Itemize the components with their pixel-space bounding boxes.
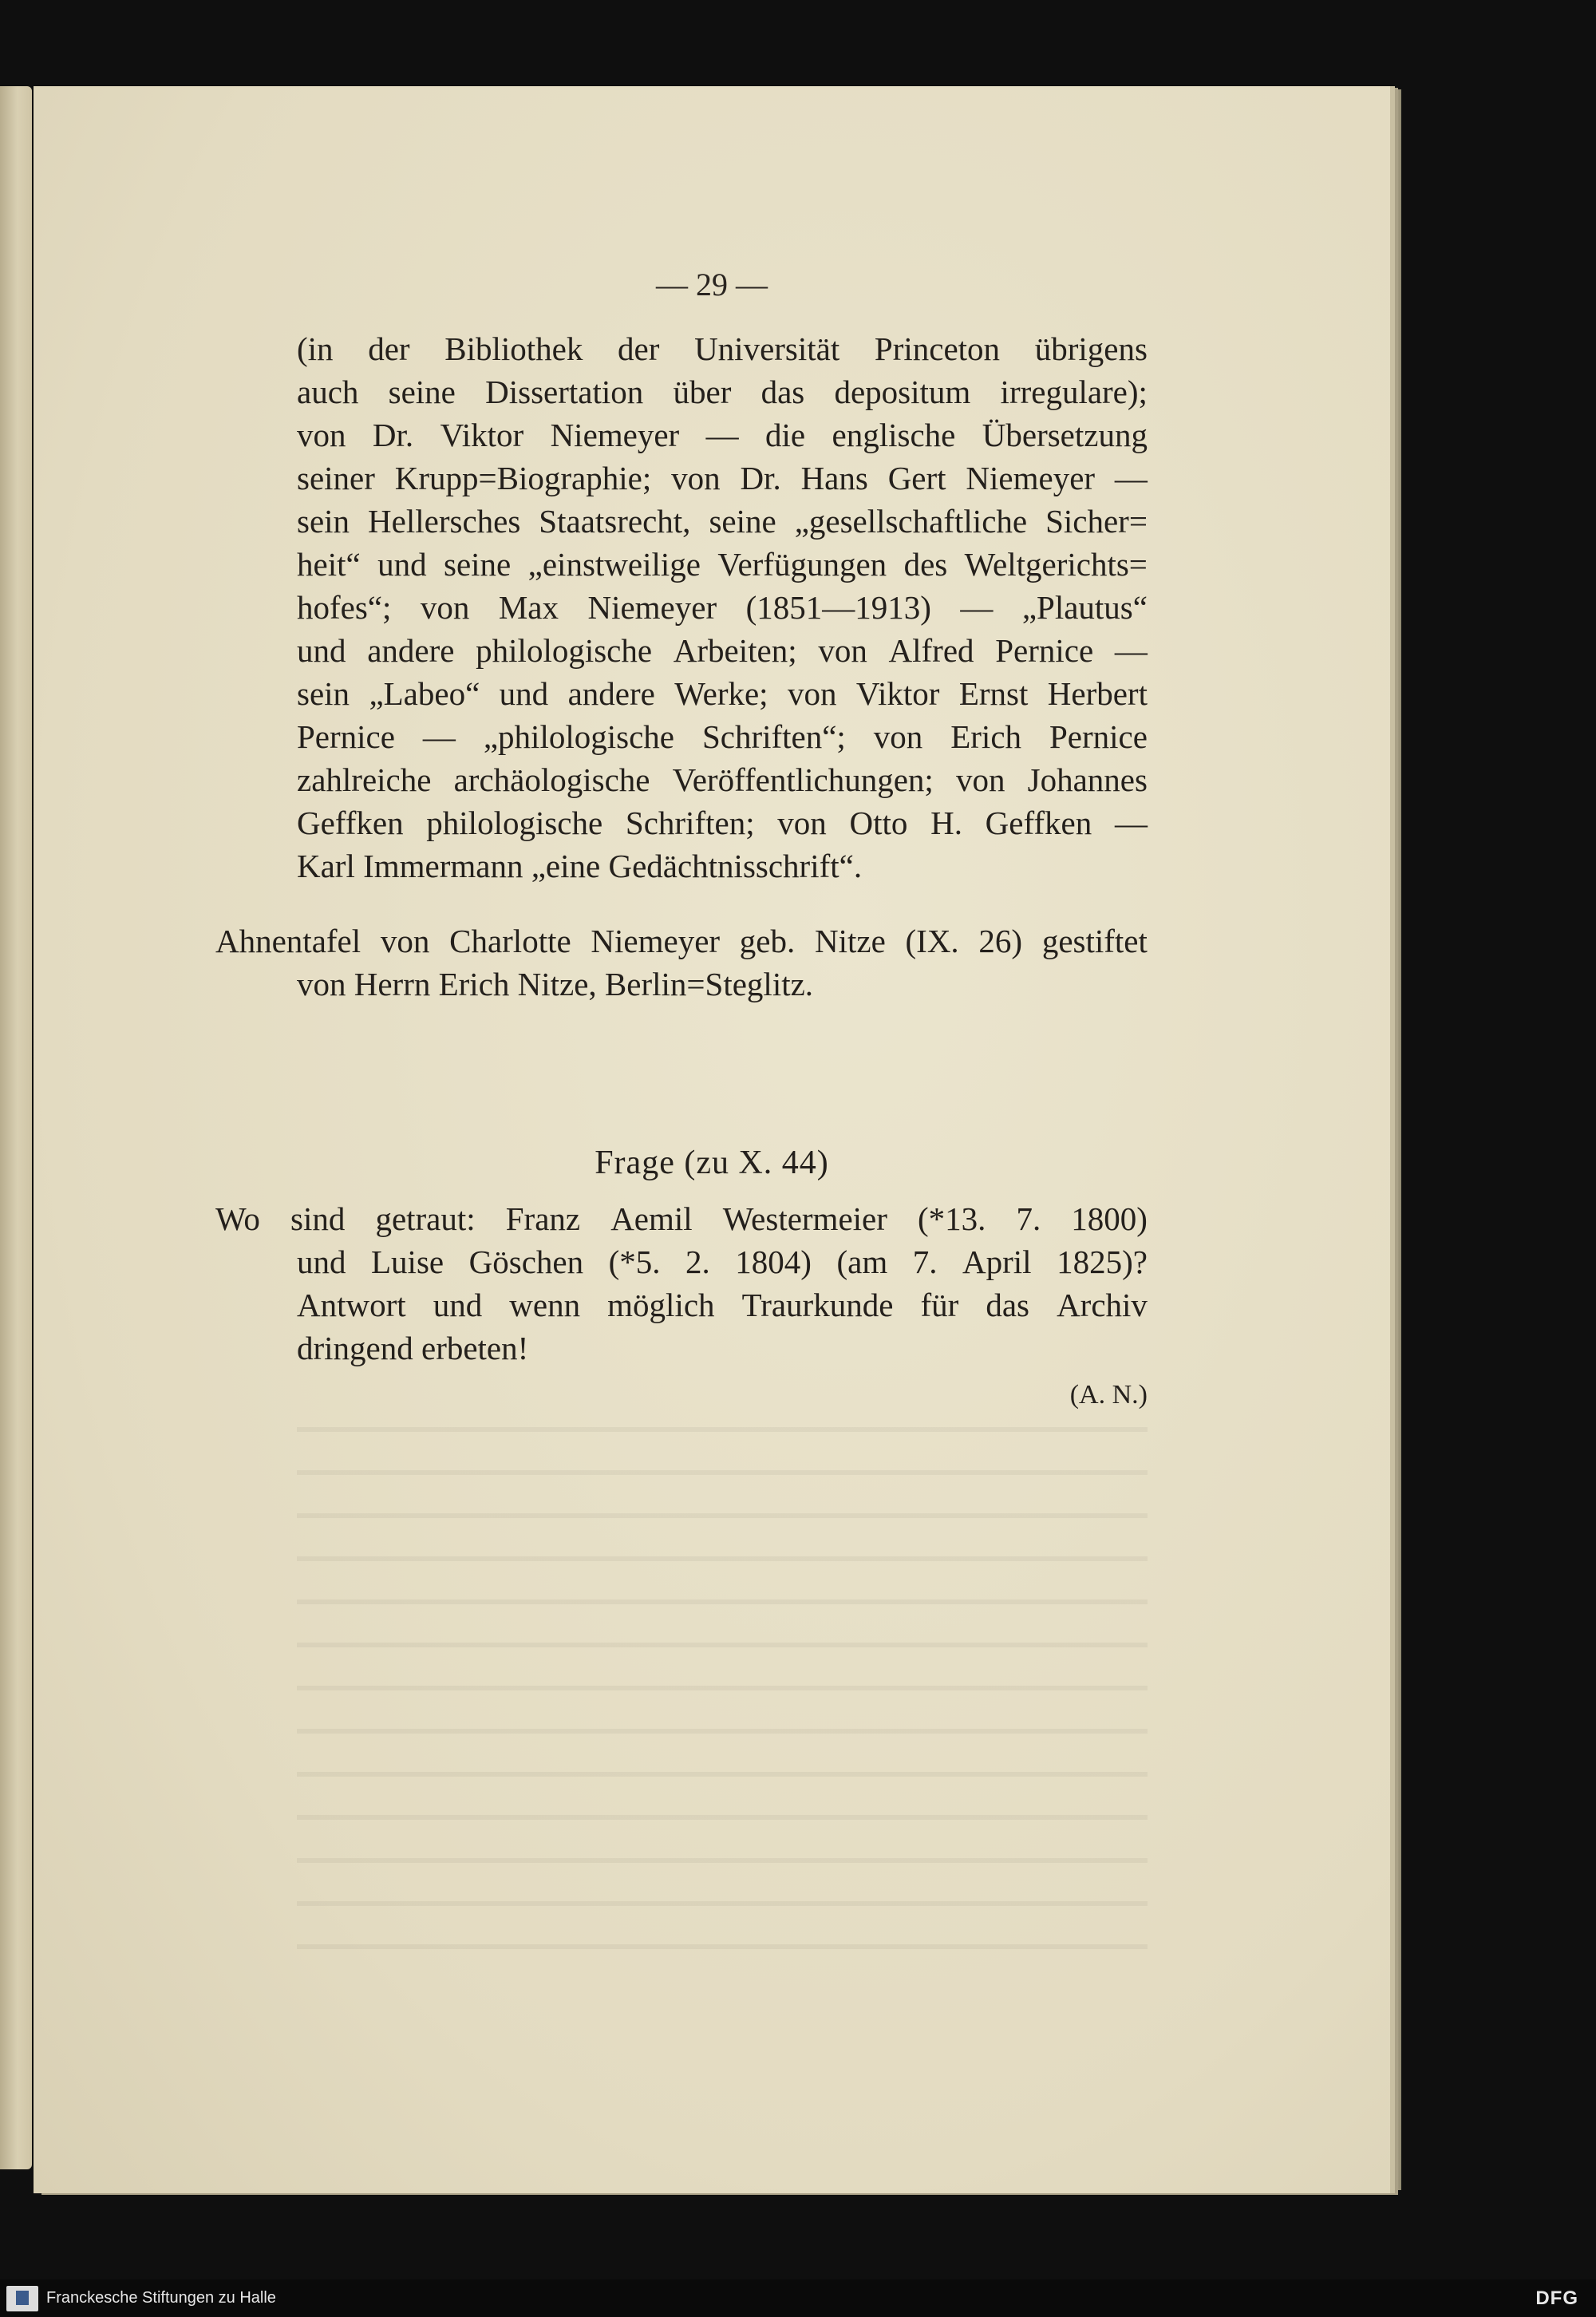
institution-name: Franckesche Stiftungen zu Halle	[46, 2289, 276, 2307]
text-line: von Herrn Erich Nitze, Berlin=Steglitz.	[297, 966, 814, 1002]
text-line: von Dr. Viktor Niemeyer — die englische Übersetzung	[297, 417, 1148, 453]
text-line: Ahnentafel von Charlotte Niemeyer geb. Nitze (IX. 26) gestiftet	[215, 923, 1148, 959]
previous-page-edge	[0, 86, 32, 2169]
text-line: zahlreiche archäologische Veröffentlichungen; von Johannes	[297, 761, 1148, 798]
text-line: auch seine Dissertation über das depositum irregulare);	[297, 374, 1148, 410]
show-through-text	[297, 1427, 1148, 1970]
institution-logo-icon	[6, 2286, 38, 2311]
page-fore-edge	[1390, 89, 1401, 2190]
dfg-logo: DFG	[1535, 2287, 1578, 2309]
text-line: und Luise Göschen (*5. 2. 1804) (am 7. April 1825)?	[297, 1244, 1148, 1280]
signature-initials: (A. N.)	[1069, 1380, 1148, 1410]
text-line: sein Hellersches Staatsrecht, seine „gesellschaftliche Sicher=	[297, 503, 1148, 540]
text-line: (in der Bibliothek der Universität Princeton übrigens	[297, 330, 1148, 367]
text-line: und andere philologische Arbeiten; von Alfred Pernice —	[297, 632, 1148, 669]
question-heading: Frage (zu X. 44)	[595, 1145, 829, 1181]
text-line: Geffken philologische Schriften; von Otto H. Geffken —	[297, 805, 1148, 841]
text-line: dringend erbeten!	[297, 1330, 529, 1366]
bibliography-paragraph	[297, 327, 1148, 888]
text-line: heit“ und seine „einstweilige Verfügungen des Weltgerichts=	[297, 546, 1148, 583]
text-line: Wo sind getraut: Franz Aemil Westermeier (*13. 7. 1800)	[215, 1200, 1148, 1237]
ancestor-table-donation	[215, 919, 1148, 1006]
page-number: — 29 —	[656, 267, 768, 302]
question-paragraph	[215, 1197, 1148, 1370]
text-line: hofes“; von Max Niemeyer (1851—1913) — „Plautus“	[297, 589, 1148, 626]
document-page	[34, 86, 1390, 2193]
footer-bar	[0, 2279, 1596, 2317]
text-line: Pernice — „philologische Schriften“; von Erich Pernice	[297, 718, 1148, 755]
text-line: seiner Krupp=Biographie; von Dr. Hans Gert Niemeyer —	[297, 460, 1148, 496]
text-line: Karl Immermann „eine Gedächtnisschrift“.	[297, 848, 863, 884]
text-line: Antwort und wenn möglich Traurkunde für das Archiv	[297, 1287, 1148, 1323]
text-line: sein „Labeo“ und andere Werke; von Viktor Ernst Herbert	[297, 675, 1148, 712]
